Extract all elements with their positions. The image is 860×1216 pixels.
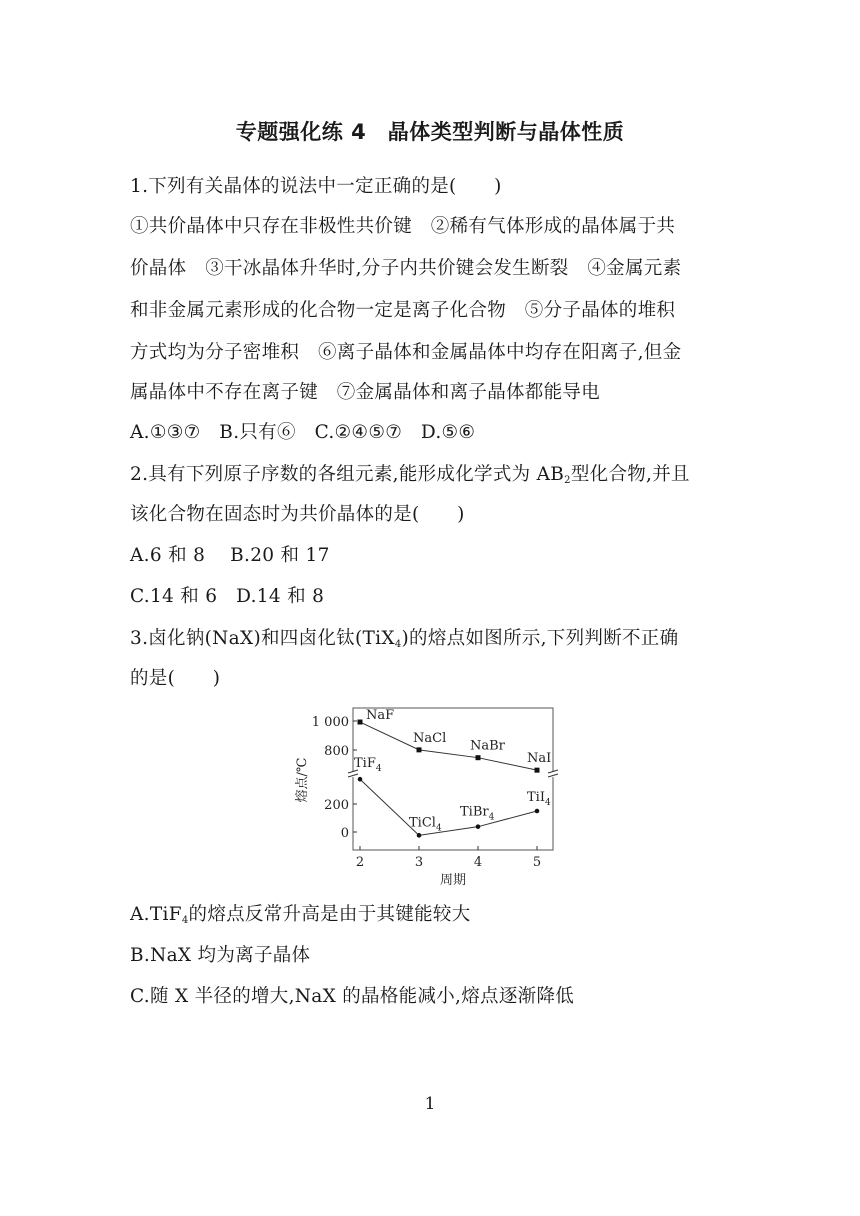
data-label-1-2: TiBr$_4$ [460, 804, 495, 823]
q1-line-5: 属晶体中不存在离子键 ⑦金属晶体和离子晶体都能导电 [130, 382, 601, 403]
q3-stem-line-1: 3.卤化钠(NaX)和四卤化钛(TiX$_4$)的熔点如图所示,下列判断不正确 [130, 628, 679, 650]
data-point-1-1 [417, 833, 422, 838]
y-axis-label: 熔点/℃ [295, 757, 310, 803]
q2-options-1: A.6 和 8 B.20 和 17 [130, 545, 330, 566]
x-tick-label-0: 2 [355, 855, 365, 870]
y-tick-label-upper-1: 800 [324, 744, 349, 759]
q1-stem: 1.下列有关晶体的说法中一定正确的是( ) [130, 176, 502, 197]
plot-frame [353, 708, 553, 850]
data-label-0-2: NaBr [470, 738, 505, 754]
q3-stem-line-2: 的是( ) [130, 668, 221, 689]
y-tick-label-lower-1: 0 [340, 826, 349, 841]
data-point-0-2 [476, 755, 481, 760]
data-point-0-3 [535, 768, 540, 773]
melting-point-chart [288, 700, 578, 890]
data-label-0-1: NaCl [413, 730, 447, 746]
q2-options-2: C.14 和 6 D.14 和 8 [130, 586, 325, 607]
data-label-0-0: NaF [366, 708, 395, 724]
data-label-1-1: TiCl$_4$ [409, 815, 442, 834]
q3-option-c: C.随 X 半径的增大,NaX 的晶格能减小,熔点逐渐降低 [130, 986, 575, 1007]
data-point-1-3 [535, 809, 540, 814]
page-title: 专题强化练 4 晶体类型判断与晶体性质 [235, 120, 625, 144]
data-label-0-3: NaI [527, 751, 552, 767]
x-tick-label-3: 5 [532, 855, 542, 870]
q1-line-2: 价晶体 ③干冰晶体升华时,分子内共价键会发生断裂 ④金属元素 [130, 258, 682, 279]
q1-line-1: ①共价晶体中只存在非极性共价键 ②稀有气体形成的晶体属于共 [130, 216, 676, 237]
q3-option-b: B.NaX 均为离子晶体 [130, 945, 311, 966]
y-tick-label-upper-0: 1 000 [311, 715, 349, 730]
x-tick-label-1: 3 [414, 855, 424, 870]
q1-line-3: 和非金属元素形成的化合物一定是离子化合物 ⑤分子晶体的堆积 [130, 300, 676, 321]
data-point-1-0 [358, 777, 363, 782]
page-number: 1 [424, 1094, 436, 1114]
data-label-1-3: TiI$_4$ [527, 790, 551, 808]
q2-stem-line-2: 该化合物在固态时为共价晶体的是( ) [130, 504, 465, 525]
q3-option-a: A.TiF$_4$的熔点反常升高是由于其键能较大 [130, 904, 471, 926]
data-point-1-2 [476, 824, 481, 829]
y-tick-label-lower-0: 200 [324, 798, 349, 813]
data-label-1-0: TiF$_4$ [354, 756, 382, 775]
x-tick-label-2: 4 [473, 855, 483, 870]
x-axis-label: 周期 [439, 873, 467, 888]
series-line-1 [360, 779, 537, 835]
q2-stem-line-1: 2.具有下列原子序数的各组元素,能形成化学式为 $AB_2$型化合物,并且 [130, 464, 690, 486]
q1-line-4: 方式均为分子密堆积 ⑥离子晶体和金属晶体中均存在阳离子,但金 [130, 342, 682, 363]
series-line-0 [360, 722, 537, 770]
data-point-0-0 [358, 720, 363, 725]
data-point-0-1 [417, 747, 422, 752]
q1-options: A.①③⑦ B.只有⑥ C.②④⑤⑦ D.⑤⑥ [130, 422, 476, 443]
